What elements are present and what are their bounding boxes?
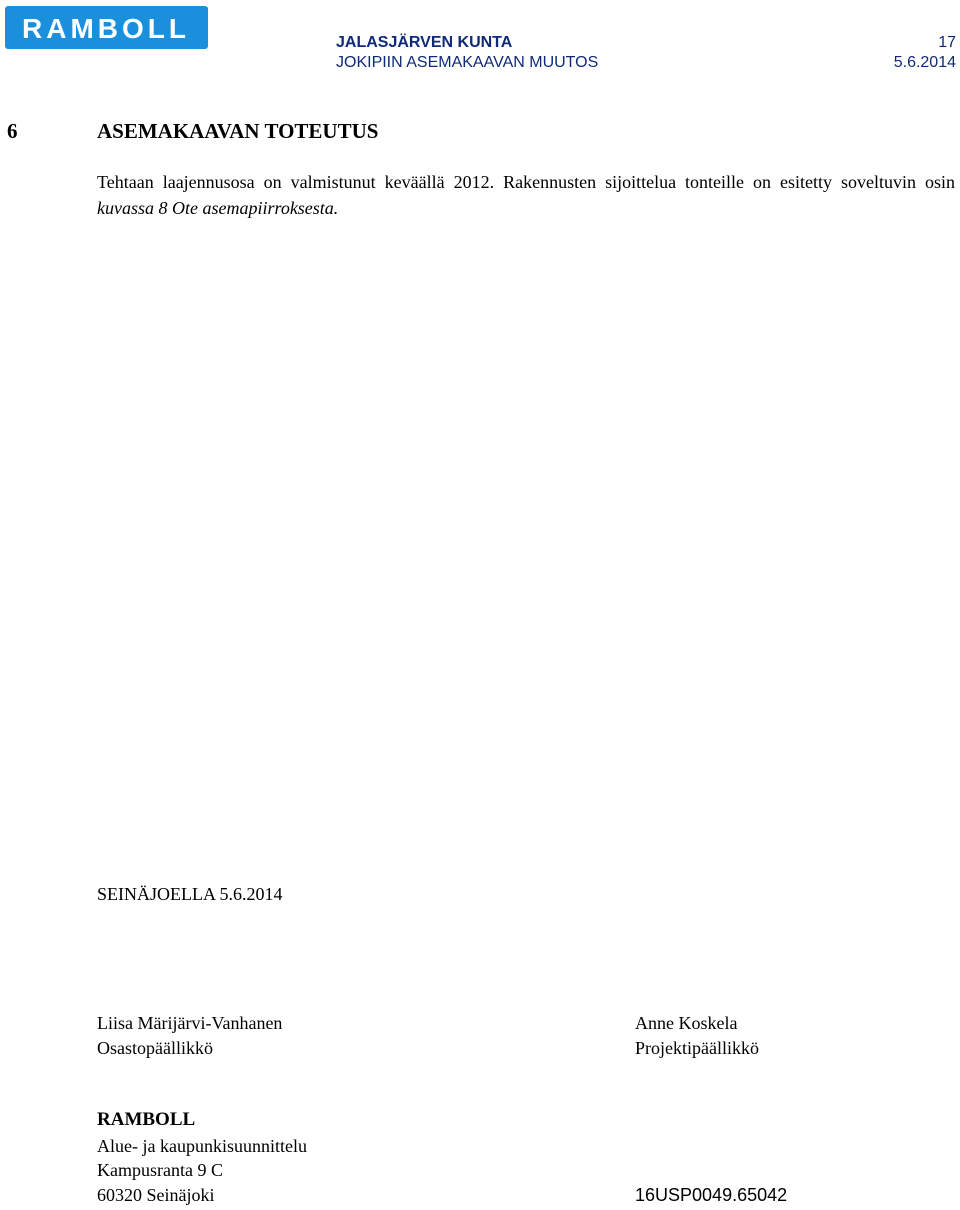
project-code: 16USP0049.65042 xyxy=(635,1185,788,1205)
signatory-left-name: Liisa Märijärvi-Vanhanen xyxy=(97,1013,283,1033)
signatory-right xyxy=(635,1011,759,1061)
section-number: 6 xyxy=(7,119,18,143)
footer-company: RAMBOLL xyxy=(97,1109,196,1130)
ramboll-logo xyxy=(5,6,208,49)
signatory-left xyxy=(97,1011,282,1061)
ramboll-logo-graphic xyxy=(5,6,208,49)
signatory-left-title: Osastopäällikkö xyxy=(97,1038,213,1058)
footer-street: Kampusranta 9 C xyxy=(97,1160,223,1180)
figure-reference: kuvassa 8 Ote asemapiirroksesta. xyxy=(97,198,339,218)
body-paragraph xyxy=(97,169,955,221)
logo-wordmark: RAMBOLL xyxy=(22,13,190,44)
footer-city: 60320 Seinäjoki xyxy=(97,1185,215,1205)
header-date: 5.6.2014 xyxy=(893,54,956,71)
signatory-right-name: Anne Koskela xyxy=(635,1013,738,1033)
page-number: 17 xyxy=(938,34,956,51)
header-document-title: JOKIPIIN ASEMAKAAVAN MUUTOS xyxy=(336,54,599,71)
footer-department: Alue- ja kaupunkisuunnittelu xyxy=(97,1136,307,1156)
body-paragraph-text: Tehtaan laajennusosa on valmistunut keväällä 2012. Rakennusten sijoittelua tonteille on esitetty soveltuvin osin xyxy=(97,172,955,192)
signatory-right-title: Projektipäällikkö xyxy=(635,1038,759,1058)
section-title: ASEMAKAAVAN TOTEUTUS xyxy=(97,119,379,143)
signing-place-date: SEINÄJOELLA 5.6.2014 xyxy=(97,884,283,904)
header-organization: JALASJÄRVEN KUNTA xyxy=(336,34,513,51)
